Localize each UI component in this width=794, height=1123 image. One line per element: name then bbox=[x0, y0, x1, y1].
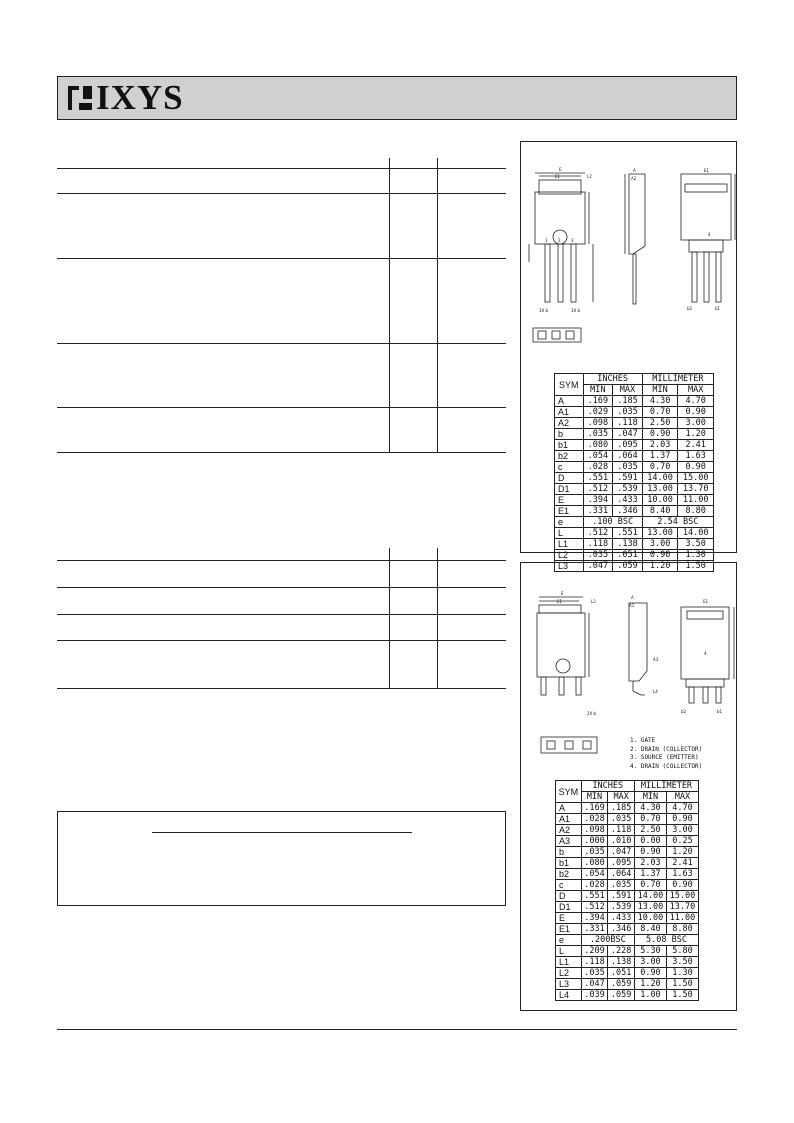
table-cell: .054 bbox=[581, 869, 608, 880]
table-cell: E bbox=[556, 913, 582, 924]
table-cell: A3 bbox=[556, 836, 582, 847]
table-cell: .118 bbox=[608, 825, 635, 836]
table-row bbox=[555, 528, 714, 539]
svg-text:4: 4 bbox=[708, 232, 711, 237]
table-cell: 13.70 bbox=[678, 484, 714, 495]
table-cell: 0.70 bbox=[634, 814, 666, 825]
table-cell: 0.90 bbox=[642, 429, 678, 440]
header-bar bbox=[57, 76, 737, 120]
pin-legend-item: 1. GATE bbox=[630, 737, 656, 744]
table-cell: .512 bbox=[583, 484, 613, 495]
table-row bbox=[556, 847, 699, 858]
table-cell: .064 bbox=[608, 869, 635, 880]
table-cell: .054 bbox=[583, 451, 613, 462]
sym-header: SYM bbox=[555, 374, 584, 396]
sub-header: MAX bbox=[613, 385, 643, 396]
sub-header: MAX bbox=[608, 792, 635, 803]
sub-header: MIN bbox=[634, 792, 666, 803]
table-cell: 8.80 bbox=[678, 506, 714, 517]
table-cell: 0.90 bbox=[666, 814, 698, 825]
table-cell: .394 bbox=[581, 913, 608, 924]
table-row bbox=[556, 803, 699, 814]
table-cell: .591 bbox=[608, 891, 635, 902]
table-cell: b bbox=[556, 847, 582, 858]
table-row bbox=[555, 396, 714, 407]
table-cell: 2.54 BSC bbox=[642, 517, 713, 528]
svg-text:E1: E1 bbox=[703, 599, 709, 604]
table-row bbox=[555, 429, 714, 440]
pin-legend-item: 4. DRAIN (COLLECTOR) bbox=[630, 762, 703, 770]
package-b-dim-table bbox=[555, 780, 699, 1001]
table-cell: E1 bbox=[555, 506, 584, 517]
svg-text:2: 2 bbox=[558, 238, 561, 243]
table-cell: 14.00 bbox=[642, 473, 678, 484]
table-row bbox=[555, 440, 714, 451]
table-cell: .035 bbox=[581, 847, 608, 858]
table-cell: 13.70 bbox=[666, 902, 698, 913]
table-row bbox=[555, 462, 714, 473]
table-cell: e bbox=[556, 935, 582, 946]
table-cell: D bbox=[556, 891, 582, 902]
table-cell: b bbox=[555, 429, 584, 440]
table-cell: 13.00 bbox=[634, 902, 666, 913]
mm-header: MILLIMETER bbox=[642, 374, 713, 385]
table-cell: 1.63 bbox=[666, 869, 698, 880]
table-cell: 1.50 bbox=[678, 561, 714, 572]
table-cell: .346 bbox=[608, 924, 635, 935]
table-cell: 1.37 bbox=[642, 451, 678, 462]
table-cell: 0.90 bbox=[666, 880, 698, 891]
table-cell: A1 bbox=[556, 814, 582, 825]
table-cell: L4 bbox=[556, 990, 582, 1001]
table-cell: 0.90 bbox=[634, 968, 666, 979]
table-cell: 1.50 bbox=[666, 979, 698, 990]
package-b-drawing bbox=[521, 563, 736, 778]
table-cell: .539 bbox=[613, 484, 643, 495]
table-cell: 15.00 bbox=[678, 473, 714, 484]
svg-text:b2: b2 bbox=[681, 709, 687, 714]
table-cell: L bbox=[555, 528, 584, 539]
table-cell: 11.00 bbox=[678, 495, 714, 506]
table-cell: A bbox=[556, 803, 582, 814]
svg-text:A1: A1 bbox=[629, 603, 635, 608]
table-cell: .047 bbox=[613, 429, 643, 440]
table-cell: .200BSC bbox=[581, 935, 634, 946]
table-cell: .064 bbox=[613, 451, 643, 462]
table-cell: 1.30 bbox=[678, 550, 714, 561]
mm-header: MILLIMETER bbox=[634, 781, 698, 792]
table-cell: .080 bbox=[581, 858, 608, 869]
table-cell: 5.30 bbox=[634, 946, 666, 957]
table-cell: .551 bbox=[581, 891, 608, 902]
table-row bbox=[555, 473, 714, 484]
table-cell: .100 BSC bbox=[583, 517, 642, 528]
ixys-logo bbox=[68, 80, 184, 116]
table-cell: 3.00 bbox=[634, 957, 666, 968]
table-cell: 5.80 bbox=[666, 946, 698, 957]
table-cell: 3.00 bbox=[666, 825, 698, 836]
table-cell: 8.40 bbox=[642, 506, 678, 517]
table-cell: .095 bbox=[608, 858, 635, 869]
table-cell: 4.70 bbox=[678, 396, 714, 407]
table-cell: L3 bbox=[555, 561, 584, 572]
table-row bbox=[555, 484, 714, 495]
table-cell: 11.00 bbox=[666, 913, 698, 924]
svg-text:b1: b1 bbox=[715, 306, 721, 311]
table-cell: .118 bbox=[581, 957, 608, 968]
svg-text:A2: A2 bbox=[631, 176, 637, 181]
table-cell: .394 bbox=[583, 495, 613, 506]
note-rule bbox=[152, 832, 412, 833]
table-cell: .028 bbox=[583, 462, 613, 473]
table-cell: 5.08 BSC bbox=[634, 935, 698, 946]
table-cell: 0.90 bbox=[678, 462, 714, 473]
table-row bbox=[556, 814, 699, 825]
table-cell: L3 bbox=[556, 979, 582, 990]
svg-text:L2: L2 bbox=[587, 174, 592, 179]
table-cell: .512 bbox=[581, 902, 608, 913]
table-row bbox=[556, 990, 699, 1001]
table-row bbox=[555, 451, 714, 462]
table-row bbox=[556, 836, 699, 847]
table-row bbox=[556, 825, 699, 836]
table-cell: .080 bbox=[583, 440, 613, 451]
table-cell: .331 bbox=[581, 924, 608, 935]
table-cell: 2.50 bbox=[634, 825, 666, 836]
table-cell: .098 bbox=[583, 418, 613, 429]
table-cell: 0.25 bbox=[666, 836, 698, 847]
svg-text:4: 4 bbox=[704, 651, 707, 656]
svg-text:1: 1 bbox=[545, 238, 548, 243]
table-cell: 13.00 bbox=[642, 484, 678, 495]
table-row bbox=[556, 957, 699, 968]
sub-header: MIN bbox=[581, 792, 608, 803]
table-cell: 1.20 bbox=[642, 561, 678, 572]
inches-header: INCHES bbox=[583, 374, 642, 385]
table-cell: A bbox=[555, 396, 584, 407]
svg-text:L4: L4 bbox=[653, 689, 658, 694]
table-cell: 10.00 bbox=[642, 495, 678, 506]
svg-text:3: 3 bbox=[571, 238, 574, 243]
inches-header: INCHES bbox=[581, 781, 634, 792]
table-cell: 0.70 bbox=[634, 880, 666, 891]
table-cell: 3.00 bbox=[678, 418, 714, 429]
table-cell: .539 bbox=[608, 902, 635, 913]
table-cell: 13.00 bbox=[642, 528, 678, 539]
table-cell: 2.50 bbox=[642, 418, 678, 429]
table-row bbox=[556, 946, 699, 957]
table-cell: .512 bbox=[583, 528, 613, 539]
svg-text:A3: A3 bbox=[653, 657, 659, 662]
table-cell: 10.00 bbox=[634, 913, 666, 924]
svg-text:b2: b2 bbox=[687, 306, 693, 311]
pin-legend-item: 3. SOURCE (EMITTER) bbox=[630, 754, 699, 761]
table-row bbox=[556, 880, 699, 891]
table-cell: .059 bbox=[608, 990, 635, 1001]
footer-rule bbox=[57, 1029, 737, 1030]
table-cell: 0.00 bbox=[634, 836, 666, 847]
table-cell: E bbox=[555, 495, 584, 506]
table-cell: 2.03 bbox=[642, 440, 678, 451]
pin-legend-item: 2. DRAIN (COLLECTOR) bbox=[630, 745, 703, 753]
sub-header: MAX bbox=[678, 385, 714, 396]
svg-text:b1: b1 bbox=[717, 709, 723, 714]
brand-name: IXYS bbox=[96, 78, 184, 117]
table-row bbox=[556, 869, 699, 880]
table-cell: 0.90 bbox=[678, 407, 714, 418]
table-cell: A1 bbox=[555, 407, 584, 418]
table-cell: 3.50 bbox=[678, 539, 714, 550]
sub-header: MAX bbox=[666, 792, 698, 803]
table-cell: 4.30 bbox=[634, 803, 666, 814]
table-cell: 1.37 bbox=[634, 869, 666, 880]
package-a-dim-table bbox=[554, 373, 714, 572]
table-cell: .118 bbox=[613, 418, 643, 429]
table-cell: .138 bbox=[608, 957, 635, 968]
package-a-drawing bbox=[521, 142, 736, 357]
table-cell: 1.20 bbox=[634, 979, 666, 990]
table-cell: .433 bbox=[608, 913, 635, 924]
table-cell: E1 bbox=[556, 924, 582, 935]
ixys-logo-icon bbox=[68, 86, 92, 110]
svg-text:L2: L2 bbox=[591, 599, 596, 604]
svg-text:2X b: 2X b bbox=[587, 711, 597, 716]
svg-text:E1: E1 bbox=[555, 174, 561, 179]
sym-header: SYM bbox=[556, 781, 582, 803]
table-cell: b2 bbox=[556, 869, 582, 880]
svg-text:A: A bbox=[633, 168, 636, 173]
table-cell: .185 bbox=[608, 803, 635, 814]
table-cell: .209 bbox=[581, 946, 608, 957]
table-cell: b2 bbox=[555, 451, 584, 462]
table-cell: .000 bbox=[581, 836, 608, 847]
table-cell: .051 bbox=[613, 550, 643, 561]
table-cell: D1 bbox=[556, 902, 582, 913]
table-cell: .169 bbox=[581, 803, 608, 814]
table-cell: 14.00 bbox=[678, 528, 714, 539]
table-cell: .059 bbox=[608, 979, 635, 990]
table-cell: .035 bbox=[583, 550, 613, 561]
svg-text:E: E bbox=[561, 591, 564, 596]
table-cell: .098 bbox=[581, 825, 608, 836]
table-cell: 2.03 bbox=[634, 858, 666, 869]
table-cell: L2 bbox=[556, 968, 582, 979]
table-cell: .035 bbox=[613, 462, 643, 473]
table-cell: .346 bbox=[613, 506, 643, 517]
table-cell: 2.41 bbox=[666, 858, 698, 869]
table-cell: .035 bbox=[581, 968, 608, 979]
table-row bbox=[556, 968, 699, 979]
table-cell: .047 bbox=[581, 979, 608, 990]
table-row bbox=[556, 913, 699, 924]
table-cell: 3.00 bbox=[642, 539, 678, 550]
table-cell: .035 bbox=[613, 407, 643, 418]
table-row bbox=[556, 858, 699, 869]
table-row bbox=[555, 550, 714, 561]
table-cell: 4.70 bbox=[666, 803, 698, 814]
table-cell: 14.00 bbox=[634, 891, 666, 902]
table-cell: L bbox=[556, 946, 582, 957]
table-cell: .047 bbox=[608, 847, 635, 858]
table-cell: 0.90 bbox=[634, 847, 666, 858]
table-cell: 0.70 bbox=[642, 462, 678, 473]
table-cell: 8.80 bbox=[666, 924, 698, 935]
table-cell: 1.20 bbox=[666, 847, 698, 858]
sub-header: MIN bbox=[642, 385, 678, 396]
table-cell: .118 bbox=[583, 539, 613, 550]
table-row bbox=[555, 407, 714, 418]
table-cell: e bbox=[555, 517, 584, 528]
table-cell: 8.40 bbox=[634, 924, 666, 935]
sub-header: MIN bbox=[583, 385, 613, 396]
table-cell: L1 bbox=[556, 957, 582, 968]
table-cell: c bbox=[556, 880, 582, 891]
table-cell: .095 bbox=[613, 440, 643, 451]
table-cell: 1.50 bbox=[666, 990, 698, 1001]
table-cell: 1.20 bbox=[678, 429, 714, 440]
table-row bbox=[555, 506, 714, 517]
table-cell: .047 bbox=[583, 561, 613, 572]
table-cell: A2 bbox=[555, 418, 584, 429]
table-cell: .185 bbox=[613, 396, 643, 407]
table-cell: .010 bbox=[608, 836, 635, 847]
table-cell: .551 bbox=[583, 473, 613, 484]
svg-text:3X b: 3X b bbox=[539, 308, 549, 313]
table-cell: 0.70 bbox=[642, 407, 678, 418]
table-cell: .039 bbox=[581, 990, 608, 1001]
table-cell: 4.30 bbox=[642, 396, 678, 407]
table-row bbox=[556, 979, 699, 990]
table-cell: .035 bbox=[583, 429, 613, 440]
table-cell: .028 bbox=[581, 880, 608, 891]
table-cell: .035 bbox=[608, 880, 635, 891]
table-cell: .331 bbox=[583, 506, 613, 517]
table-cell: .228 bbox=[608, 946, 635, 957]
pin-legend bbox=[630, 737, 702, 771]
table-row bbox=[556, 902, 699, 913]
table-cell: 0.90 bbox=[642, 550, 678, 561]
note-box bbox=[57, 811, 506, 906]
table-cell: .051 bbox=[608, 968, 635, 979]
table-cell: b1 bbox=[556, 858, 582, 869]
svg-text:E1: E1 bbox=[557, 599, 563, 604]
table-cell: 1.30 bbox=[666, 968, 698, 979]
table-cell: 3.50 bbox=[666, 957, 698, 968]
table-cell: D1 bbox=[555, 484, 584, 495]
table-cell: c bbox=[555, 462, 584, 473]
table-cell: 15.00 bbox=[666, 891, 698, 902]
table-cell: .029 bbox=[583, 407, 613, 418]
table-cell: 2.41 bbox=[678, 440, 714, 451]
table-cell: .028 bbox=[581, 814, 608, 825]
table-cell: 1.63 bbox=[678, 451, 714, 462]
table-cell: .551 bbox=[613, 528, 643, 539]
table-cell: 1.00 bbox=[634, 990, 666, 1001]
table-cell: L2 bbox=[555, 550, 584, 561]
table-cell: .591 bbox=[613, 473, 643, 484]
table-cell: b1 bbox=[555, 440, 584, 451]
svg-text:A: A bbox=[631, 595, 634, 600]
svg-text:E1: E1 bbox=[704, 168, 710, 173]
table-cell: .059 bbox=[613, 561, 643, 572]
table-cell: .169 bbox=[583, 396, 613, 407]
table-cell: D bbox=[555, 473, 584, 484]
table-cell: A2 bbox=[556, 825, 582, 836]
table-cell: .035 bbox=[608, 814, 635, 825]
table-row bbox=[555, 418, 714, 429]
table-row bbox=[556, 924, 699, 935]
table-cell: L1 bbox=[555, 539, 584, 550]
table-cell: .433 bbox=[613, 495, 643, 506]
table-row bbox=[555, 539, 714, 550]
table-cell: .138 bbox=[613, 539, 643, 550]
svg-text:3X b: 3X b bbox=[571, 308, 581, 313]
svg-text:E: E bbox=[559, 167, 562, 172]
table-row bbox=[555, 495, 714, 506]
table-row bbox=[556, 891, 699, 902]
